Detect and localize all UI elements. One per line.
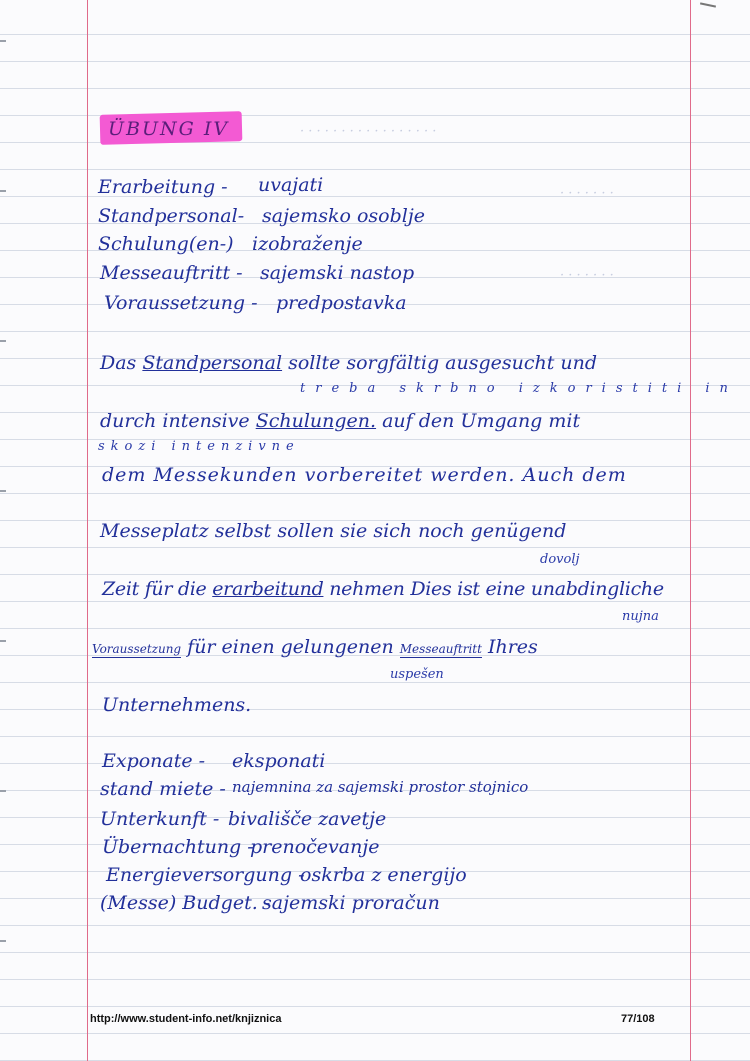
gloss-text: skozi intenzivne: [98, 439, 300, 454]
vocab-translation: najemnina za sajemski prostor stojnico: [232, 778, 529, 796]
vocab-translation: sajemski nastop: [260, 262, 415, 284]
vocab-translation: bivališče zavetje: [228, 808, 387, 830]
vocab-term: Standpersonal-: [98, 205, 245, 227]
paragraph-text: Unternehmens.: [102, 694, 252, 716]
binding-mark: [0, 790, 6, 792]
show-through-text: · · · · · · · · · · · · · · · · ·: [300, 124, 437, 139]
gloss-text: nujna: [622, 609, 659, 624]
right-margin-line: [690, 0, 691, 1061]
page-corner-mark: [700, 2, 716, 7]
vocab-translation: sajemski proračun: [262, 892, 440, 914]
text-fragment-underlined: Schulungen.: [255, 410, 377, 432]
vocab-term: Exponate -: [102, 750, 206, 772]
vocab-term: Energieversorgung -: [106, 864, 305, 886]
vocab-term: Übernachtung -: [102, 836, 254, 858]
vocab-term: Schulung(en-): [98, 233, 234, 255]
vocab-translation: uvajati: [258, 174, 324, 196]
text-fragment: für einen gelungenen: [187, 636, 394, 658]
left-margin-line: [87, 0, 88, 1061]
paragraph-text: [102, 580, 664, 599]
gloss-text: treba skrbno izkoristiti in: [300, 381, 738, 396]
vocab-term: Voraussetzung -: [104, 292, 258, 314]
binding-mark: [0, 190, 6, 192]
vocab-term: Erarbeitung -: [98, 176, 228, 198]
text-fragment: Zeit für die: [102, 578, 207, 600]
text-fragment-underlined: Standpersonal: [142, 352, 283, 374]
page-title: ÜBUNG IV: [108, 118, 230, 140]
binding-mark: [0, 40, 6, 42]
paragraph-text: dem Messekunden vorbereitet werden. Auch dem: [102, 464, 627, 486]
text-fragment: nehmen Dies ist eine unabdingliche: [329, 578, 664, 600]
vocab-translation: prenočevanje: [250, 836, 380, 858]
text-fragment: auf den Umgang mit: [382, 410, 581, 432]
paragraph-text: [92, 638, 538, 657]
binding-mark: [0, 490, 6, 492]
text-fragment-underlined: Voraussetzung: [92, 642, 182, 656]
binding-mark: [0, 940, 6, 942]
gloss-text: uspešen: [390, 667, 444, 682]
paragraph-text: [100, 412, 580, 431]
text-fragment: Das: [100, 352, 137, 374]
vocab-translation: eksponati: [232, 750, 326, 772]
text-fragment: durch intensive: [100, 410, 250, 432]
vocab-translation: sajemsko osoblje: [262, 205, 425, 227]
page-number: 77/108: [621, 1013, 655, 1025]
text-fragment: Ihres: [487, 636, 538, 658]
binding-mark: [0, 340, 6, 342]
vocab-translation: izobraženje: [252, 233, 363, 255]
vocab-term: (Messe) Budget. -: [100, 892, 271, 914]
paragraph-text: Messeplatz selbst sollen sie sich noch genügend: [100, 520, 567, 542]
binding-mark: [0, 640, 6, 642]
vocab-translation: predpostavka: [276, 292, 407, 314]
show-through-text: · · · · · · ·: [560, 268, 614, 283]
paragraph-text: [100, 354, 597, 373]
text-fragment-underlined: erarbeitund: [212, 578, 324, 600]
vocab-term: Unterkunft -: [100, 808, 220, 830]
show-through-text: · · · · · · ·: [560, 186, 614, 201]
vocab-translation: oskrba z energijo: [300, 864, 467, 886]
text-fragment-underlined: Messeauftritt: [399, 642, 482, 656]
vocab-term: stand miete -: [100, 778, 226, 800]
gloss-text: dovolj: [540, 552, 580, 567]
vocab-term: Messeauftritt -: [100, 262, 243, 284]
source-url: http://www.student-info.net/knjiznica: [90, 1013, 282, 1025]
text-fragment: sollte sorgfältig ausgesucht und: [288, 352, 598, 374]
